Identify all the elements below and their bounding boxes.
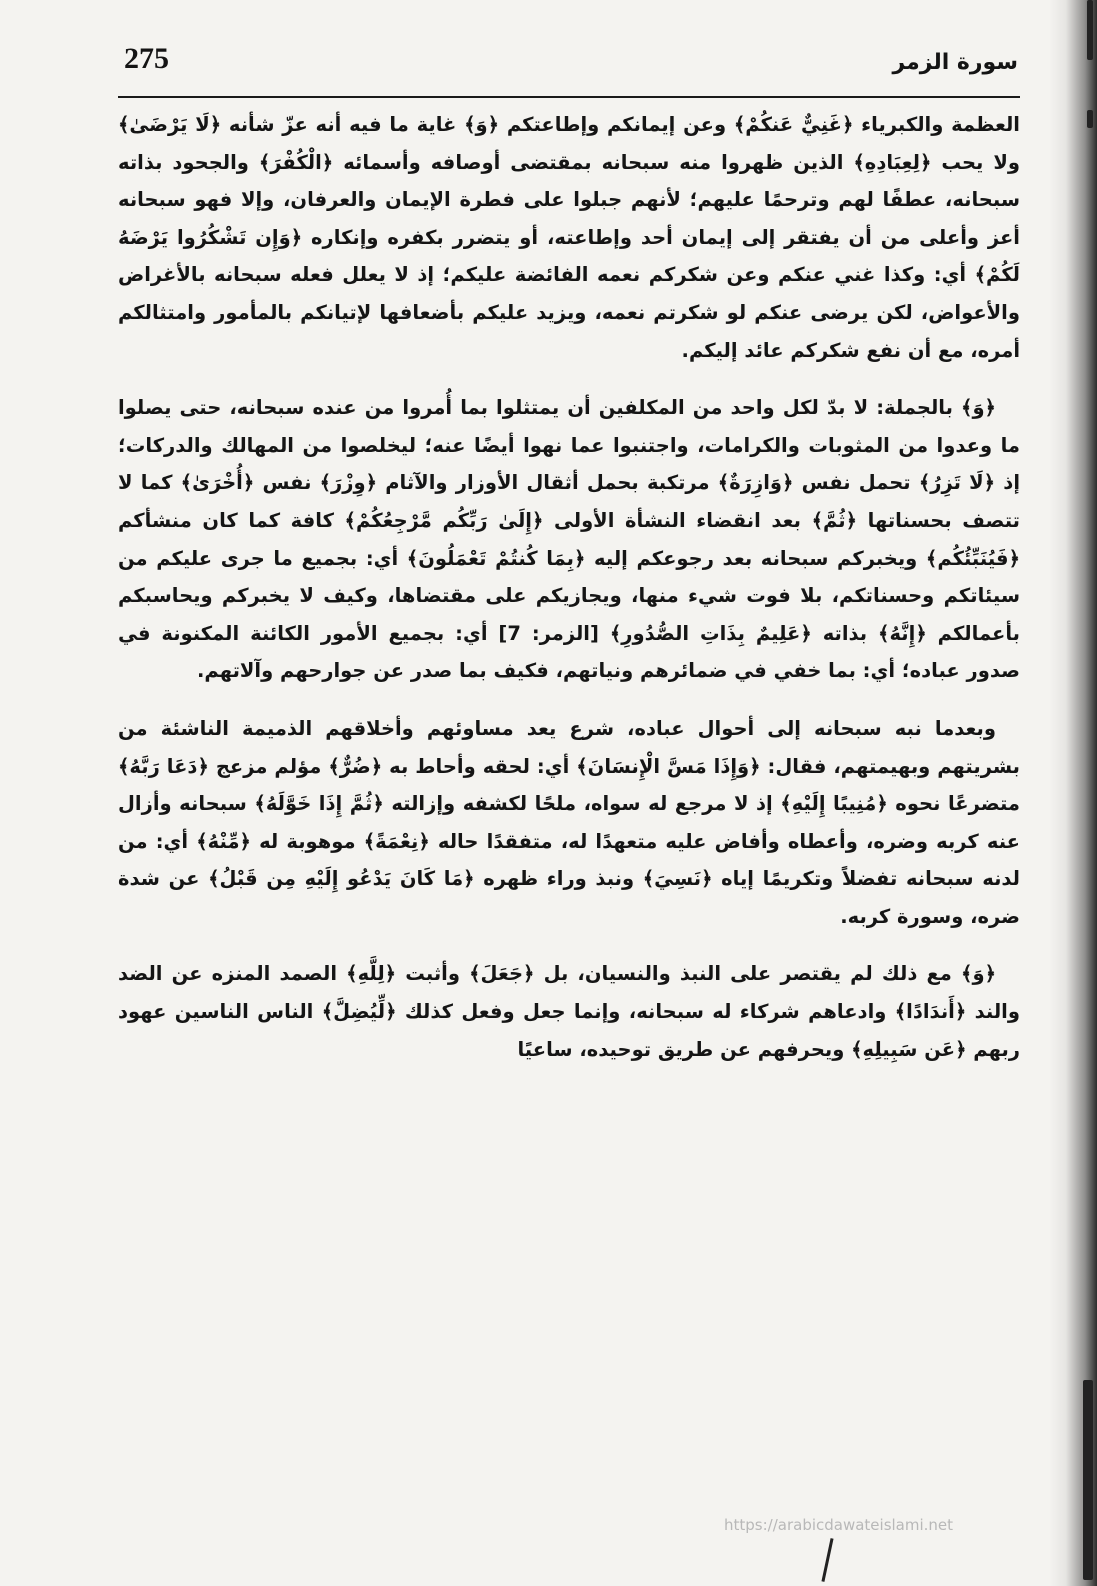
scan-binding-shadow: [1049, 0, 1097, 1586]
paragraph-2: ﴿وَ﴾ بالجملة: لا بدّ لكل واحد من المكلفين أن يمتثلوا بما أُمروا من عنده سبحانه، حتى يصلوا ما وعدوا من المثوبات والكرامات، واجتنبوا عما نهوا أيضًا عنه؛ ليخلصوا من المهالك والدركات؛ إذ ﴿لَا تَزِرُ﴾ تحمل نفس ﴿وَازِرَةٌ﴾ مرتكبة بحمل أثقال الأوزار والآثام ﴿وِزْرَ﴾ نفس ﴿أُخْرَىٰ﴾ كما لا تتصف بحسناتها ﴿ثُمَّ﴾ بعد انقضاء النشأة الأولى ﴿إِلَىٰ رَبِّكُم مَّرْجِعُكُمْ﴾ كافة كما كان منشأكم ﴿فَيُنَبِّئُكُم﴾ ويخبركم سبحانه بعد رجوعكم إليه ﴿بِمَا كُنتُمْ تَعْمَلُونَ﴾ أي: بجميع ما جرى عليكم من سيئاتكم وحسناتكم، بلا فوت شيء منها، ويجازيكم على مقتضاها، وكيف لا يخبركم ويحاسبكم بأعمالكم ﴿إِنَّهُ﴾ بذاته ﴿عَلِيمٌ بِذَاتِ الصُّدُورِ﴾ [الزمر: 7] أي: بجميع الأمور الكائنة المكنونة في صدور عباده؛ أي: بما خفي في ضمائرهم ونياتهم، فكيف بما صدر عن جوارحهم وآلاتهم.: [118, 396, 1020, 683]
paragraph-4: ﴿وَ﴾ مع ذلك لم يقتصر على النبذ والنسيان، بل ﴿جَعَلَ﴾ وأثبت ﴿لِلَّهِ﴾ الصمد المنزه عن الضد والند ﴿أَندَادًا﴾ وادعاهم شركاء له سبحانه، وإنما جعل وفعل كذلك ﴿لِّيُضِلَّ﴾ الناس الناسين عهود ربهم ﴿عَن سَبِيلِهِ﴾ ويحرفهم عن طريق توحيده، ساعيًا: [118, 962, 1020, 1061]
header-divider: [118, 96, 1020, 98]
paragraph-1: العظمة والكبرياء ﴿غَنِيٌّ عَنكُمْ﴾ وعن إيمانكم وإطاعتكم ﴿وَ﴾ غاية ما فيه أنه عزّ شأنه ﴿لَا يَرْضَىٰ﴾ ولا يحب ﴿لِعِبَادِهِ﴾ الذين ظهروا منه سبحانه بمقتضى أوصافه وأسمائه ﴿الْكُفْرَ﴾ والجحود بذاته سبحانه، عطفًا لهم وترحمًا عليهم؛ لأنهم جبلوا على فطرة الإيمان والعرفان، وإلا فهو سبحانه أعز وأعلى من أن يفتقر إلى إيمان أحد وإطاعته، أو يتضرر بكفره وإنكاره ﴿وَإِن تَشْكُرُوا يَرْضَهُ لَكُمْ﴾ أي: وكذا غني عنكم وعن شكركم نعمه الفائضة عليكم؛ إذ لا يعلل فعله سبحانه بالأغراض والأعواض، لكن يرضى عنكم لو شكرتم نعمه، ويزيد عليكم بأضعافها لإتيانكم بالمأمور وامتثالكم أمره، مع أن نفع شكركم عائد إليكم.: [118, 113, 1020, 362]
watermark-url: https://arabicdawateislami.net: [724, 1516, 954, 1534]
scan-artifact: [1083, 1380, 1093, 1580]
scan-artifact: [1087, 110, 1093, 128]
page-header: [118, 38, 1018, 98]
scan-artifact: [821, 1538, 833, 1582]
surah-title: سورة الزمر: [892, 50, 1018, 75]
scan-artifact: [1087, 0, 1093, 60]
paragraph-3: وبعدما نبه سبحانه إلى أحوال عباده، شرع يعد مساوئهم وأخلاقهم الذميمة الناشئة من بشريتهم وبهيمتهم، فقال: ﴿وَإِذَا مَسَّ الْإِنسَانَ﴾ أي: لحقه وأحاط به ﴿ضُرٌّ﴾ مؤلم مزعج ﴿دَعَا رَبَّهُ﴾ متضرعًا نحوه ﴿مُنِيبًا إِلَيْهِ﴾ إذ لا مرجع له سواه، ملحًا لكشفه وإزالته ﴿ثُمَّ إِذَا خَوَّلَهُ﴾ سبحانه وأزال عنه كربه وضره، وأعطاه وأفاض عليه متعهدًا له، متفقدًا حاله ﴿نِعْمَةً﴾ موهوبة له ﴿مِّنْهُ﴾ أي: من لدنه سبحانه تفضلاً وتكريمًا إياه ﴿نَسِيَ﴾ ونبذ وراء ظهره ﴿مَا كَانَ يَدْعُو إِلَيْهِ مِن قَبْلُ﴾ عن شدة ضره، وسورة كربه.: [118, 716, 1020, 928]
page-number: 275: [124, 42, 169, 75]
tafsir-body: [118, 106, 1020, 1088]
